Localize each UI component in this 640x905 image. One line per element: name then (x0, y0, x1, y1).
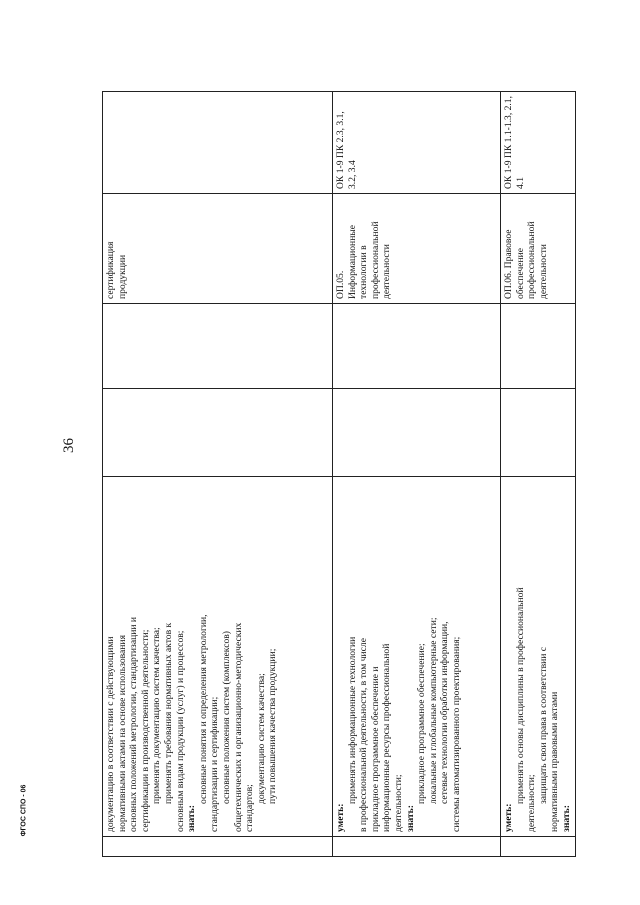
competencies-cell: ОК 1-9 ПК 2.3, 3.1, 3.2, 3.4 (333, 92, 501, 194)
page-number-text: 36 (60, 437, 77, 453)
content-line: прикладное программное обеспечение; (416, 643, 428, 804)
content-line: сетевые технологии обработки информации, (439, 621, 451, 804)
rotated-table-container (102, 92, 572, 857)
footer-text: ФГОС СПО - 06 (20, 784, 28, 836)
table-row (103, 92, 333, 857)
index-cell (103, 837, 333, 857)
content-line: стандартизации и сертификации; (209, 696, 221, 832)
content-cell (103, 477, 333, 837)
table-row (333, 92, 501, 857)
hours-cell (103, 389, 333, 477)
content-line: документацию в соответствии с действующими (105, 636, 116, 832)
content-line: знать: (404, 805, 416, 832)
content-line: сертификации в производственной деятельности; (139, 629, 151, 832)
content-line: применять требования нормативных актов к (162, 622, 174, 804)
discipline-cell: ОП.05. Информационные технологии в профессиональной деятельности (333, 194, 501, 304)
content-line: общетехнических и организационно-методических (232, 622, 244, 832)
content-line: основных положений метрологии, стандартизации и (128, 616, 140, 832)
footer (10, 740, 38, 880)
discipline-cell: ОП.06. Правовое обеспечение профессиональной деятельности (501, 194, 576, 304)
content-cell (333, 477, 501, 837)
content-line: стандартов; (244, 784, 256, 832)
content-line: основные положения систем (комплексов) (220, 631, 232, 804)
content-line: применять документацию систем качества; (151, 627, 163, 804)
competencies-cell: ОК 1-9 ПК 1.1-1.3, 2.1, 4.1 (501, 92, 576, 194)
hours-cell (333, 304, 501, 389)
content-line: применять основы дисциплины в профессиональной (514, 587, 526, 804)
content-line: уметь: (335, 803, 346, 832)
content-line: уметь: (503, 803, 514, 832)
content-line: деятельности; (526, 774, 538, 832)
content-line: системы автоматизированного проектирования; (450, 636, 462, 832)
content-line: в профессиональной деятельности, в том числе (358, 638, 370, 832)
competencies-cell (103, 92, 333, 194)
table-row (501, 92, 576, 857)
content-line: информационные ресурсы профессиональной (381, 643, 393, 832)
hours-cell (501, 304, 576, 389)
page-number (55, 425, 83, 465)
content-line: основным видам продукции (услуг) и процессов; (174, 630, 186, 832)
content-line: деятельности; (392, 774, 404, 832)
curriculum-table (102, 91, 576, 857)
content-line: основные понятия и определения метрологии, (197, 614, 209, 804)
hours-cell (103, 304, 333, 389)
content-line: документацию систем качества; (255, 673, 267, 804)
content-line: нормативными актами на основе использования (116, 635, 128, 832)
content-line: пути повышения качества продукции; (267, 648, 279, 804)
index-cell (501, 837, 576, 857)
content-line: прикладное программное обеспечение и (369, 666, 381, 832)
content-line: защищать свои права в соответствии с (537, 646, 549, 804)
hours-cell (333, 389, 501, 477)
content-line: нормативными правовыми актами (549, 691, 561, 832)
content-line: локальные и глобальные компьютерные сети; (427, 617, 439, 804)
discipline-cell: сертификация продукции (103, 194, 333, 304)
index-cell (333, 837, 501, 857)
hours-cell (501, 389, 576, 477)
content-cell (501, 477, 576, 837)
content-line: знать: (186, 805, 198, 832)
content-line: знать: (560, 805, 572, 832)
content-line: применять информационные технологии (346, 636, 358, 804)
